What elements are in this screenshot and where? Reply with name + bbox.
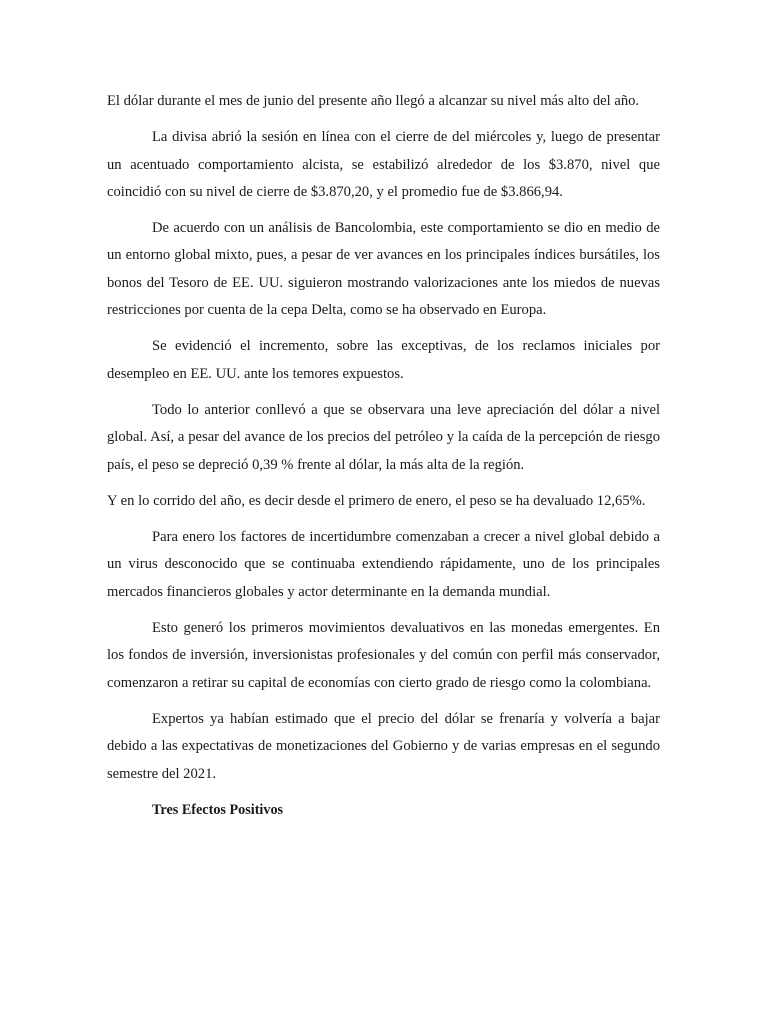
paragraph-5: Todo lo anterior conllevó a que se observara una leve apreciación del dólar a nivel global. Así, a pesar del avance de los precios del petróleo y la caída de la percepción de riesgo país, el peso se depreció 0,39 % frente al dólar, la más alta de la región. xyxy=(107,401,660,473)
section-heading: Tres Efectos Positivos xyxy=(152,801,284,818)
paragraph-6: Y en lo corrido del año, es decir desde el primero de enero, el peso se ha devaluado 12,65%. xyxy=(107,492,646,509)
paragraph-2: La divisa abrió la sesión en línea con el cierre de del miércoles y, luego de presentar un acentuado comportamiento alcista, se estabilizó alrededor de los $3.870, nivel que coincidió con su nivel de cierre de $3.870,20, y el promedio fue de $3.866,94. xyxy=(107,129,660,200)
paragraph-9: Expertos ya habían estimado que el precio del dólar se frenaría y volvería a bajar debido a las expectativas de monetizaciones del Gobierno y de varias empresas en el segundo semestre del 2021. xyxy=(107,710,660,782)
document-body xyxy=(107,88,660,824)
paragraph-4: Se evidenció el incremento, sobre las exceptivas, de los reclamos iniciales por desempleo en EE. UU. ante los temores expuestos. xyxy=(107,338,660,382)
paragraph-1: El dólar durante el mes de junio del presente año llegó a alcanzar su nivel más alto del año. xyxy=(107,93,640,109)
paragraph-8: Esto generó los primeros movimientos devaluativos en las monedas emergentes. En los fondos de inversión, inversionistas profesionales y del común con perfil más conservador, comenzaron a retirar su capital de economías con cierto grado de riesgo como la colombiana. xyxy=(107,620,660,691)
paragraph-7: Para enero los factores de incertidumbre comenzaban a crecer a nivel global debido a un virus desconocido que se continuaba extendiendo rápidamente, uno de los principales mercados financieros globales y actor determinante en la demanda mundial. xyxy=(107,529,660,600)
paragraph-3: De acuerdo con un análisis de Bancolombia, este comportamiento se dio en medio de un entorno global mixto, pues, a pesar de ver avances en los principales índices bursátiles, los bonos del Tesoro de EE. UU. siguieron mostrando valorizaciones ante los miedos de nuevas restricciones por cuenta de la cepa Delta, como se ha observado en Europa. xyxy=(107,220,660,319)
